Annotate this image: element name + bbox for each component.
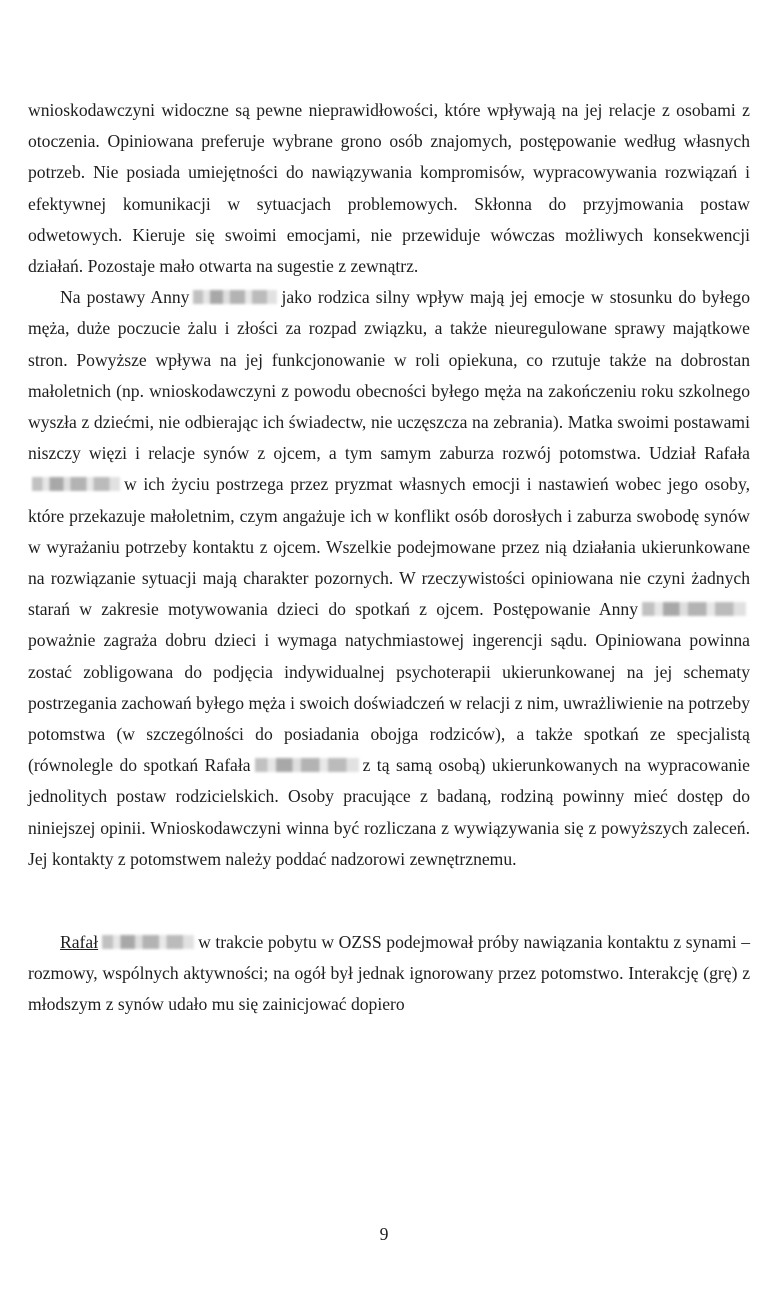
text-segment: z tą samą osobą) ukierunkowanych na wypracowanie jednolitych postaw rodzicielskich. Osoby pracujące z badaną, rodziną powinny mieć dostęp do niniejszej opinii. Wnioskodawczyni winna być rozliczana z wywiązywania się z powyższych zaleceń. Jej kontakty z potomstwem należy poddać nadzorowi zewnętrznemu. bbox=[28, 755, 750, 869]
father-name-underlined: Rafał bbox=[60, 932, 99, 953]
text-segment: w ich życiu postrzega przez pryzmat własnych emocji i nastawień wobec jego osoby, które przekazuje małoletnim, czym angażuje ich w konflikt osób dorosłych i zaburza swobodę synów w wyrażaniu potrzeby kontaktu z ojcem. Wszelkie podejmowane przez nią działania ukierunkowane na rozwiązanie sytuacji mają charakter pozornych. W rzeczywistości opiniowana nie czyni żadnych starań w zakresie motywowania dzieci do spotkań z ojcem. Postępowanie Anny bbox=[28, 474, 750, 620]
paragraph-mother-attitudes bbox=[28, 282, 750, 875]
page-number: 9 bbox=[379, 1224, 389, 1244]
paragraph-gap bbox=[28, 875, 750, 927]
text-segment: Na postawy Anny bbox=[60, 287, 190, 308]
text-segment: w trakcie pobytu w OZSS podejmował próby nawiązania kontaktu z synami – rozmowy, wspólnych aktywności; na ogół był jednak ignorowany przez potomstwo. Interakcję (grę) z młodszym z synów udało mu się zainicjować dopiero bbox=[28, 932, 750, 1015]
body-text bbox=[28, 95, 750, 1021]
text-segment: poważnie zagraża dobru dzieci i wymaga natychmiastowej ingerencji sądu. Opiniowana powinna zostać zobligowana do podjęcia indywidualnej psychoterapii ukierunkowanej na jej schematy postrzegania zachowań byłego męża i swoich doświadczeń w relacji z nim, uwrażliwienie na potrzeby potomstwa (w szczególności do posiadania obojga rodziców), a także spotkań ze specjalistą (równolegle do spotkań Rafała bbox=[28, 630, 750, 776]
redacted-surname bbox=[255, 758, 359, 772]
redacted-surname bbox=[102, 935, 194, 949]
redacted-surname bbox=[32, 477, 120, 491]
redacted-surname bbox=[642, 602, 746, 616]
paragraph-father-section bbox=[28, 927, 750, 1021]
text-segment: jako rodzica silny wpływ mają jej emocje w stosunku do byłego męża, duże poczucie żalu i złości za rozpad związku, a także nieuregulowane sprawy majątkowe stron. Powyższe wpływa na jej funkcjonowanie w roli opiekuna, co rzutuje także na dobrostan małoletnich (np. wnioskodawczyni z powodu obecności byłego męża na zakończeniu roku szkolnego wyszła z dziećmi, nie odbierając ich świadectw, nie uczęszcza na zebrania). Matka swoimi postawami niszczy więzi i relacje synów z ojcem, a tym samym zaburza rozwój potomstwa. Udział Rafała bbox=[28, 287, 750, 464]
redacted-surname bbox=[193, 290, 277, 304]
paragraph-opinion-continuation: wnioskodawczyni widoczne są pewne nieprawidłowości, które wpływają na jej relacje z osobami z otoczenia. Opiniowana preferuje wybrane grono osób znajomych, postępowanie według własnych potrzeb. Nie posiada umiejętności do nawiązywania kompromisów, wypracowywania rozwiązań i efektywnej komunikacji w sytuacjach problemowych. Skłonna do przyjmowania postaw odwetowych. Kieruje się swoimi emocjami, nie przewiduje wówczas możliwych konsekwencji działań. Pozostaje mało otwarta na sugestie z zewnątrz. bbox=[28, 100, 750, 277]
